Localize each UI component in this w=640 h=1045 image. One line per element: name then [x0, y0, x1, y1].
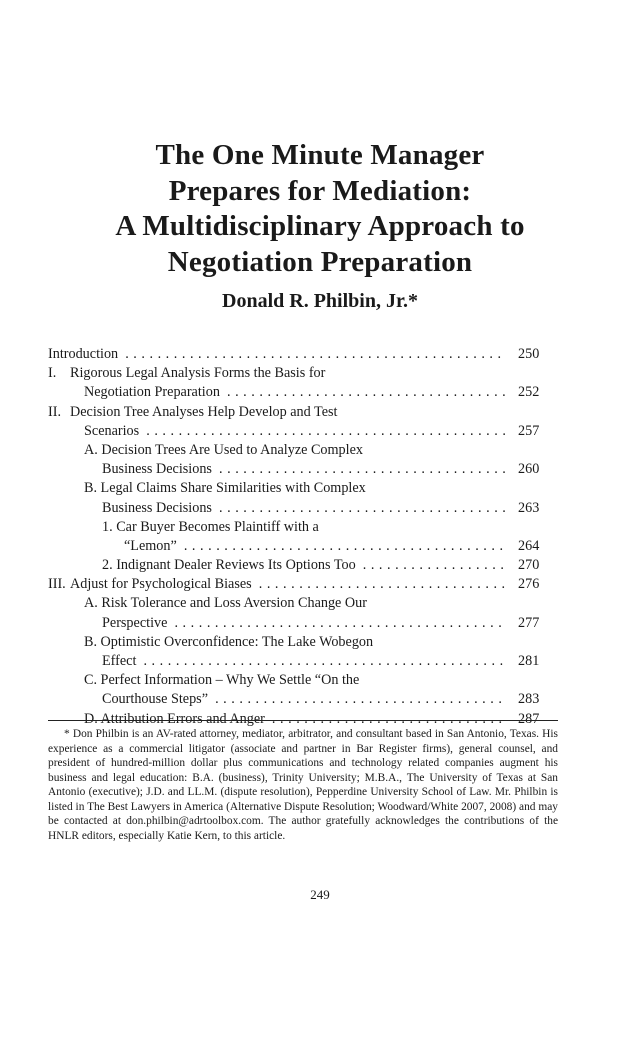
toc-entry-page: 281: [518, 653, 540, 669]
toc-entry-page: 283: [518, 691, 540, 708]
toc-entry-title: Adjust for Psychological Biases: [70, 576, 255, 592]
footnote: [48, 727, 558, 843]
toc-entry-title: 2. Indignant Dealer Reviews Its Options Too: [102, 557, 359, 573]
toc-entry-title: “Lemon”: [124, 538, 180, 554]
toc-entry-title: Effect: [102, 653, 139, 669]
toc-entry: [48, 594, 558, 613]
toc-entry-title: Business Decisions: [102, 500, 215, 516]
toc-entry-title: B. Legal Claims Share Similarities with Complex: [84, 480, 369, 496]
toc-entry-page: 257: [518, 422, 540, 439]
toc-entry-page: 276: [518, 576, 540, 593]
toc-entry-title: Courthouse Steps”: [102, 691, 211, 707]
toc-entry-page: 287: [518, 710, 540, 727]
toc-entry-page: 263: [518, 499, 540, 516]
title-line: The One Minute Manager: [155, 139, 485, 171]
toc-entry-title: 1. Car Buyer Becomes Plaintiff with a: [102, 519, 322, 535]
toc-entry: [48, 441, 558, 460]
page-number: 249: [310, 887, 330, 902]
title-line: A Multidisciplinary Approach to: [115, 210, 525, 242]
author-name: Donald R. Philbin, Jr.*: [222, 290, 418, 312]
toc-entry: [48, 383, 558, 402]
article-title: [0, 138, 640, 280]
toc-entry: [48, 614, 558, 633]
toc-entry-title: A. Decision Trees Are Used to Analyze Complex: [84, 442, 366, 458]
toc-entry-title: Scenarios: [84, 423, 142, 439]
toc-entry-title: Perspective: [102, 615, 170, 631]
title-line: Negotiation Preparation: [167, 245, 473, 278]
toc-entry: [48, 422, 558, 441]
toc-entry-number: III.: [48, 576, 66, 593]
toc-entry: [48, 652, 558, 671]
toc-entry-number: I.: [48, 365, 57, 382]
toc-entry: [48, 460, 558, 479]
toc-entry-title: Rigorous Legal Analysis Forms the Basis for: [70, 365, 328, 381]
table-of-contents: [48, 345, 558, 729]
toc-entry: [48, 499, 558, 518]
toc-entry-title: B. Optimistic Overconfidence: The Lake Wobegon: [84, 634, 376, 650]
toc-entry-number: II.: [48, 403, 61, 420]
toc-entry: [48, 633, 558, 652]
toc-entry: [48, 479, 558, 498]
toc-entry-page: 252: [518, 384, 540, 401]
toc-entry-page: 277: [518, 614, 540, 631]
title-line: Prepares for Mediation:: [168, 174, 472, 207]
toc-entry-title: A. Risk Tolerance and Loss Aversion Change Our: [84, 595, 370, 611]
toc-entry: [48, 364, 558, 383]
toc-entry: [48, 556, 558, 575]
toc-entry: [48, 690, 558, 709]
toc-entry: [48, 345, 558, 364]
toc-entry-title: D. Attribution Errors and Anger: [84, 711, 268, 727]
toc-entry-page: 270: [518, 557, 540, 574]
toc-entry-title: Negotiation Preparation: [84, 384, 223, 400]
toc-entry-page: 264: [518, 537, 540, 554]
footnote-text: * Don Philbin is an AV-rated attorney, mediator, arbitrator, and consultant based in San Antonio, Texas. His experience as a commercial litigator (associate and partner in Bar Register firms), general counsel, and president of hundred-million dollar plus communications and technology related companies augment his business and legal education: B.A. (business), Trinity University; M.B.A., The University of Texas at San Antonio (executive); J.D. and LL.M. (dispute resolution), Pepperdine University School of Law. Mr. Philbin is listed in The Best Lawyers in America (Alternative Dispute Resolution; Woodward/White 2007, 2008) and may be contacted at don.philbin@adrtoolbox.com. The author gratefully acknowledges the contributions of the HNLR editors, especially Katie Kern, to this article.: [48, 728, 558, 842]
toc-entry-page: 260: [518, 461, 540, 478]
toc-entry: [48, 537, 558, 556]
toc-entry: [48, 575, 558, 594]
toc-entry-title: Decision Tree Analyses Help Develop and Test: [70, 404, 340, 420]
toc-entry-page: 250: [518, 346, 540, 362]
toc-entry: [48, 671, 558, 690]
toc-entry-title: Business Decisions: [102, 461, 215, 477]
toc-entry-title: C. Perfect Information – Why We Settle “On the: [84, 672, 362, 688]
toc-entry-title: Introduction: [48, 346, 121, 362]
toc-entry: [48, 403, 558, 422]
footnote-divider: [48, 720, 558, 721]
toc-entry: [48, 518, 558, 537]
